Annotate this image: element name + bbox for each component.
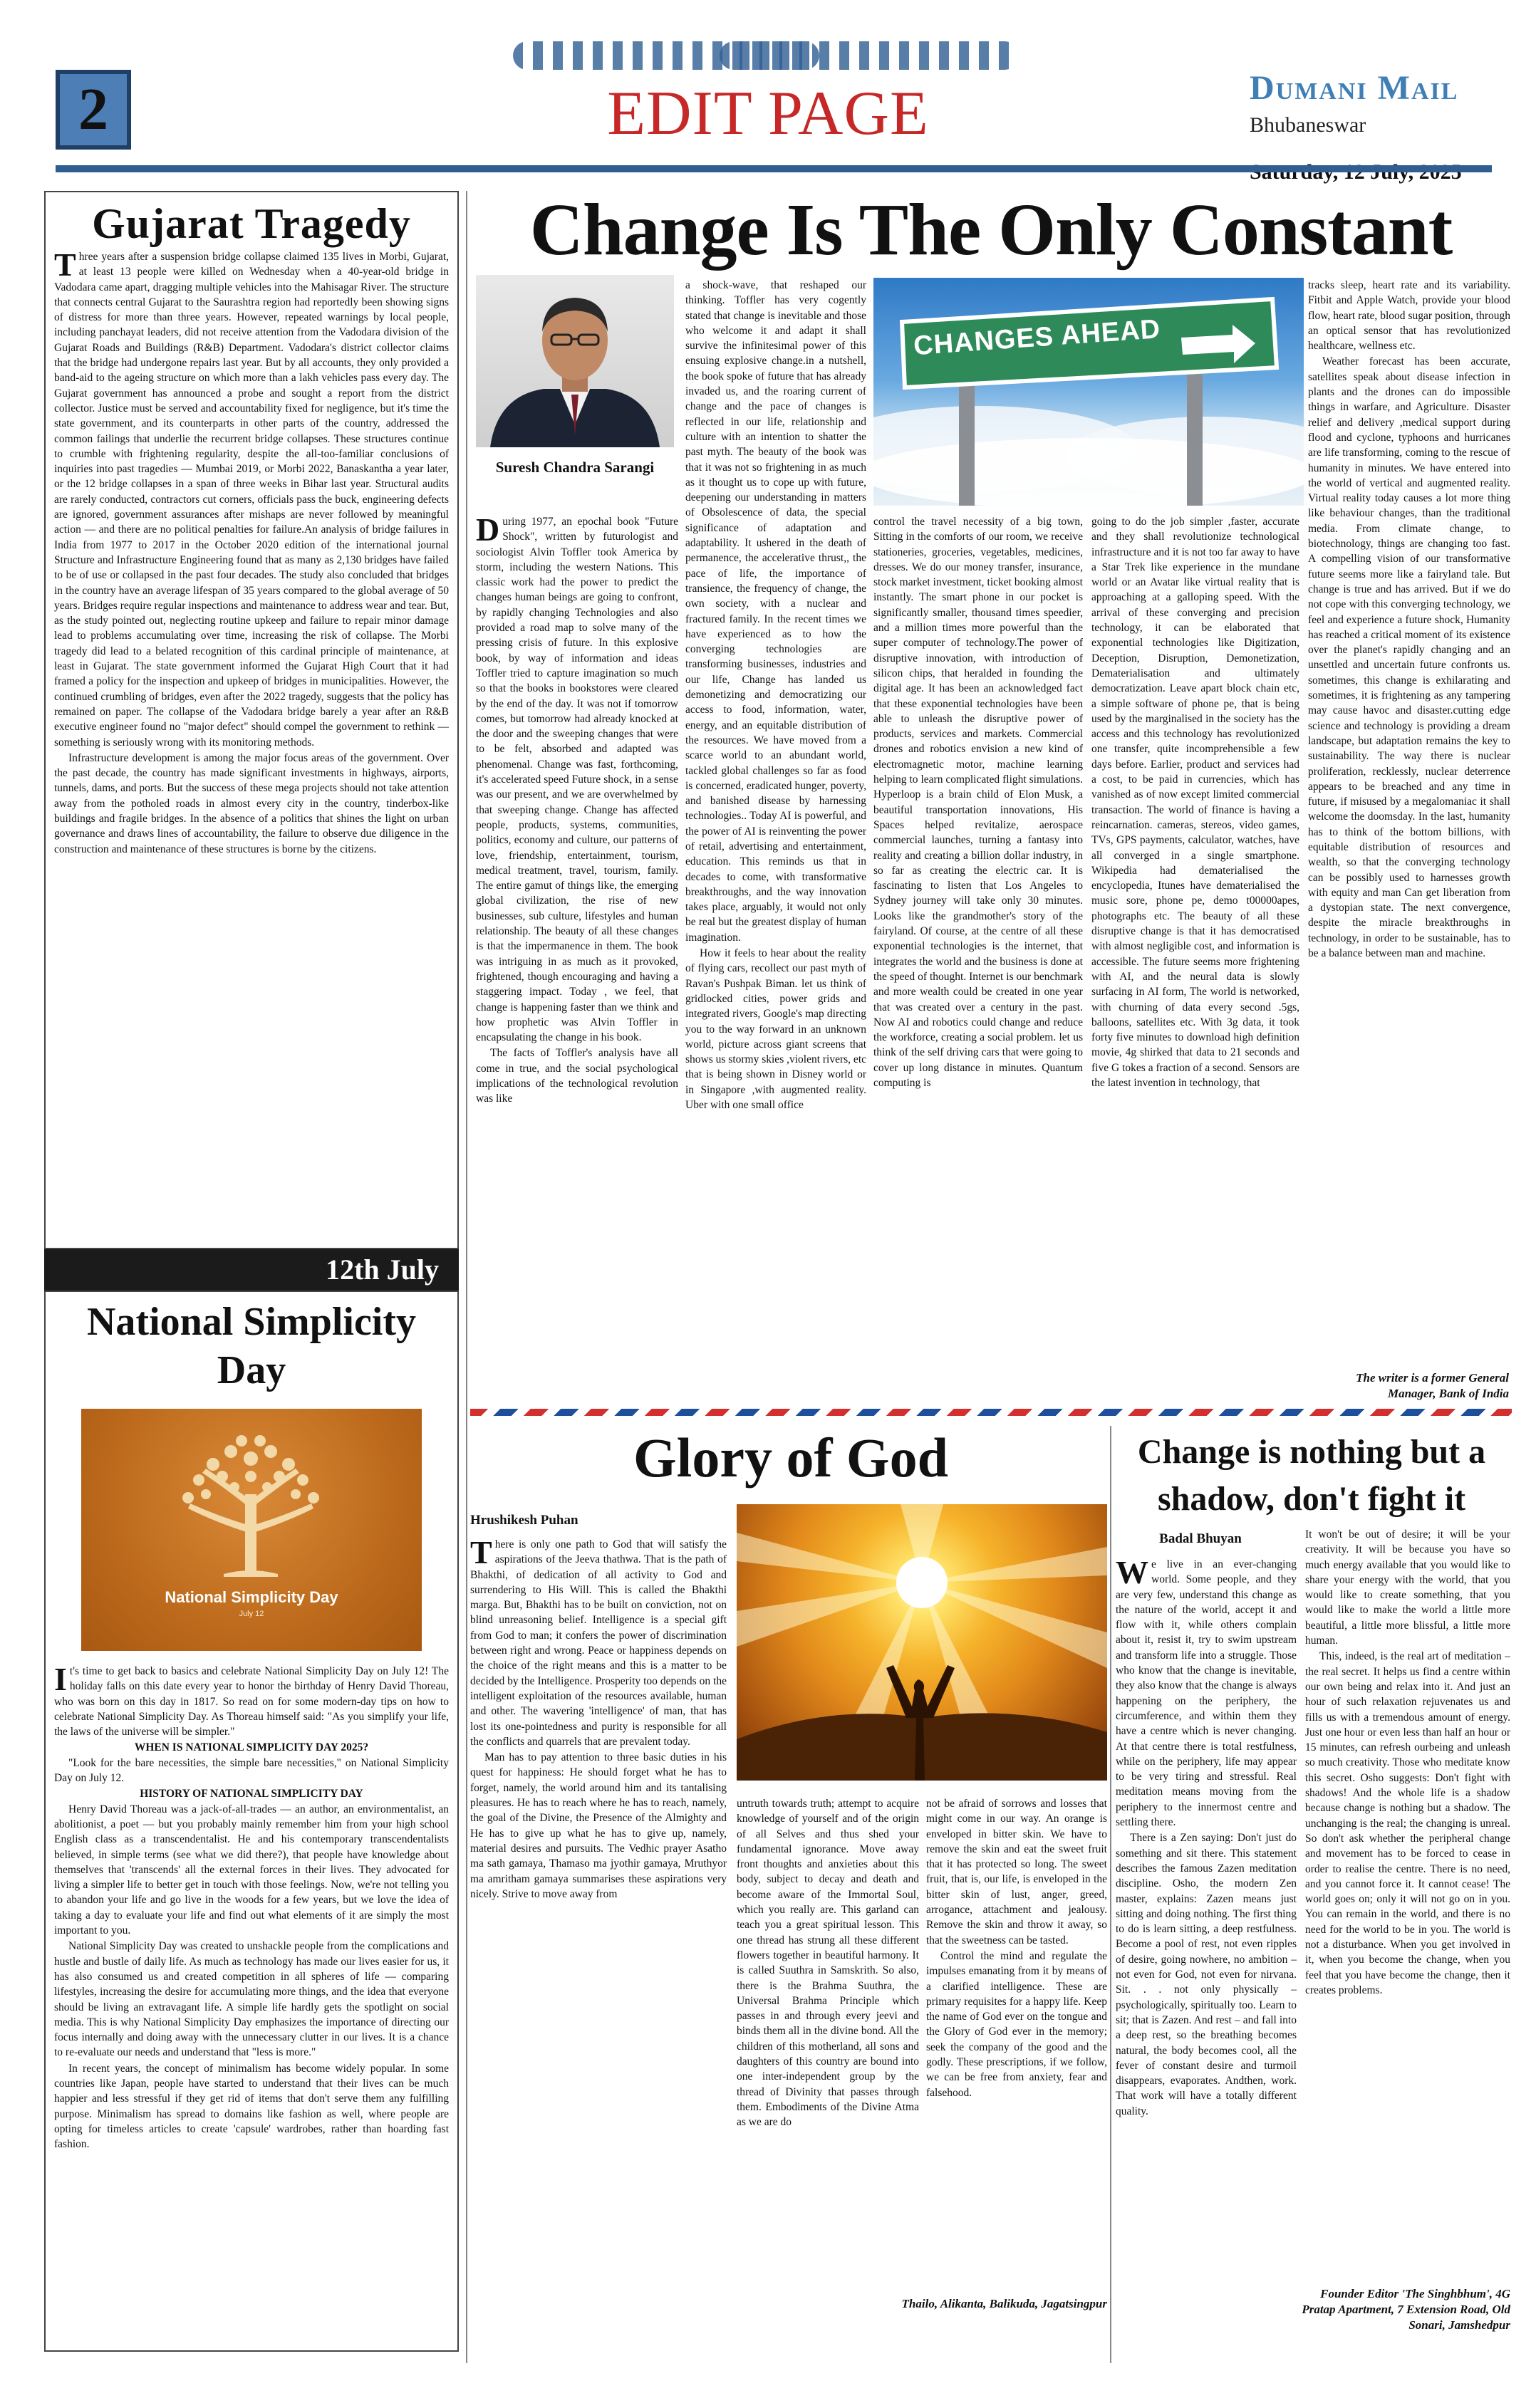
simplicity-body — [54, 1664, 449, 2382]
changes-ahead-image — [873, 278, 1304, 506]
glory-author: Hrushikesh Puhan — [470, 1513, 578, 1528]
gujarat-paragraph: Infrastructure development is among the major focus areas of the government. Over the past decade, the country has made significant investments in highways, airports, tunnels, dams, and ports. But the success of these mega projects should not take attention away from the potholed roads in almost every city in the country, tinderbox-like buildings and fragile bridges. In the absence of a politics that shines the light on urban governance and draws lines of accountability, the failure to observe due diligence in the construction and maintenance of these structures is borne by the citizens. — [54, 751, 449, 855]
airmail-divider — [470, 1409, 1512, 1416]
dropcap: W — [1116, 1557, 1148, 1590]
simplicity-paragraph: National Simplicity Day was created to unshackle people from the complications and hustle and bustle of daily life. As much as technology has made our lives easier for us, it has also consumed us and created competition in all spheres of life — comparing lifestyles, increasing the desire for accumulating more things, and the idea that everyone should be living an extravagant life. A simple life hardly gets the spotlight on social media. This is why National Simplicity Day emphasizes the importance of directing our focus internally and doing away with the unnecessary clutter in our lives. It is a chance to re-evaluate our needs and understand that "less is more." — [54, 1940, 449, 2059]
paper-name: Dumani Mail — [1250, 69, 1459, 107]
gujarat-paragraph: Three years after a suspension bridge collapse claimed 135 lives in Morbi, Gujarat, at least 13 people were killed on Wednesday when a 40-year-old bridge in Vadodara came apart, dragging multiple vehicles into the Mahisagar River. The structure that connects central Gujarat to the Saurashtra region had reportedly been showing signs of distress for more than three years. However, repeated warnings by local people, including panchayat leaders, did not receive attention from the Vadodara division of the Gujarat Roads and Buildings (R&B) Department. Vadodara's district collector claims that the bridge had undergone repairs last year. But by all accounts, they only provided a band-aid to the ageing structure on which more than a lakh vehicles pass every day. The Gujarat government has announced a probe and sought a report from the district collector. Justice must be served and accountability fixed for negligence, but it's time the state government, and its counterparts in other parts of the country, addressed the common failings that underlie the recurrent bridge collapses. These structures continue to crumble with frightening regularity, despite the all-too-familiar conclusions of inquiries into past tragedies — Mumbai 2019, or Morbi 2022, Banaskantha a year later, or the 12 bridge collapses in a span of three weeks in Bihar last year. Structural audits are rarely conducted, contractors cut corners, officials pass the buck, engineering defects are ignored, government assurances after mishaps are never followed by meaningful action — and there are no political penalties for failure.An analysis of bridge failures in India from 1977 to 2017 in the October 2020 edition of the international journal Structure and Infrastructure Engineering found that as many as 2,130 bridges have failed to be of use or collapsed in the past four decades. The study also concluded that bridges in the country have an average lifespan of 35 years compared to the global average of 50 years. Bridges require regular inspections and maintenance to address wear and tear. But, as the study pointed out, neglecting routine upkeep and failure to repair minor damage lead to problems accumulating over time, increasing the risk of collapse. The Morbi tragedy did lead to a belated recognition of this cardinal principle of maintenance, at least in Gujarat. The state government informed the Gujarat High Court that it had framed a policy for the inspection and upkeep of bridges in municipalities. However, the continued crumbling of bridges, even after the 2022 tragedy, suggests that the policy has remained on paper. The collapse of the Vadodara bridge barely a year after an R&B executive engineer found no "major defect" should compel the government to rethink — something is seriously wrong with its monitoring methods. — [54, 249, 449, 749]
gujarat-title: Gujarat Tragedy — [92, 200, 411, 247]
feature-paragraph: control the travel necessity of a big town, Sitting in the comforts of our room, we receive stationeries, groceries, vegetables, medicines, dresses. We do our money transfer, insurance, stock market investment, ticket booking almost instantly. The smart phone in our pocket is significantly smaller, thousand times speedier, and a million times more powerful than the super computer of technology.The power of disruptive innovation, with introduction of silicon chips, that heralded in founding the digital age. It has been an acknowledged fact that these exponential technologies have been able to unleash the disruptive power of products, services and markets. Commercial drones and robotics envision a new kind of electromagnetic motor, machine learning helping to learn complicated flight simulations. Hyperloop is a brain child of Elon Musk, a beautiful transportation innovations, His Spaces helped revitalize, aerospace commercial launches, turning a fantasy into reality and creating a billion dollar industry, in so far as creating the electric car. It is fascinating to listen that Los Angeles to Sydney journey will take only 30 minutes. Looks like the grandmother's story of the fairyland. Of course, at the centre of all these exponential technologies is the internet, that integrates the world and the business is done at the speed of thought. Internet is our benchmark and more wealth could be created in one year that was created over a century in the past. Now AI and robotics could change and reduce the workforce, creating a social problem. let us think of the self driving cars that were going to cover up long distance in minutes. Quantum computing is — [873, 516, 1083, 1089]
city: Bhubaneswar — [1250, 113, 1366, 137]
shadow-headline: Change is nothing but a shadow, don't fight it — [1137, 1433, 1486, 1518]
shadow-column-2 — [1305, 1527, 1510, 2282]
feature-paragraph: During 1977, an epochal book "Future Shock", written by futurologist and sociologist Alvin Toffler took America by storm, including the western Nations. This classic work had the power to predict the changes human beings are going to confront, by rapidly changing Technologies and also provided a road map to solve many of the pressing crisis of future. In this explosive book, by way of information and ideas Toffler tried to capture imagination so much so that the books in bookstores were cleared by the end of the day. It was not if tomorrow comes, but tomorrow had already knocked at the door and the sweeping changes that were to be felt, absorbed and adapted was phenomenal. Change was fast, forthcoming, it's accelerated speed Future shock, in a sense was our present, and we are overwhelmed by that sweeping change. Change has affected people, products, systems, communities, politics, economy and culture, our patterns of love, friendship, entertainment, tourism, medical treatment, travel, tourism, family. The entire gamut of things like, the emerging global civilization, the rise of new businesses, sub culture, lifestyles and human relationship. The beauty of all these changes is that the impermanence in them. The book was intriguing in as much as it provoked, frightened, though encouraging and having a staggering impact. Today , we feel, that change is happening faster than we think and how prophetic was Alvin Toffler in encapsulating the change in his book. — [476, 514, 678, 1044]
feature-paragraph: going to do the job simpler ,faster, accurate and they shall revolutionize technological infrastructure and it is not too far away to have a Star Trek like experience in the mundane world or an Avatar like virtual reality that is approaching at a galloping speed. With the arrival of these converging and precision technology, it can be elaborated that exponential technologies like Digitization, Deception, Disruption, Demonetization, Dematerialisation and ultimately democratization. Leave apart block chain etc, a simple software of phone pe, that is being used by the marginalised in the society has the access and this technology has revolutionized one transfer, quite incomprehensible a few days before. Earlier, product and services had a cost, to be paid in currencies, which has vanished as of now except limited commercial transaction. The world of finance is having a reincarnation. cameras, stereos, video games, TVs, GPS payments, calculator, watches, have all converged in a single smartphone. Wikipedia had dematerialised the encyclopedia, Itunes have dematerialised the music sore, phone pe, demo t00000apes, photographs etc. The beauty of all these disruptive change is that it has democratised with almost negligible cost, and information is accessible. The future seems more frightening with AI, and the neural data is slowly surfacing in AI form, The world is networked, with churning of data every second .5gs, balloons, satellites etc. With 3g data, it took forty five minutes to download high definition movie, 4g shirked that data to 21 seconds and five G tokes a fraction of a second. Sensors are the latest invention in technology, that — [1091, 516, 1299, 1089]
author-portrait-icon — [476, 275, 674, 447]
hero-sign-text: CHANGES AHEAD — [912, 314, 1162, 362]
glory-column-1 — [470, 1537, 727, 2363]
feature-paragraph: tracks sleep, heart rate and its variability. Fitbit and Apple Watch, provide your blood flow, heart rate, blood sugar position, through an optical sensor that has revolutionized healthcare, wellness etc. — [1308, 279, 1510, 353]
glory-byline: Thailo, Alikanta, Balikuda, Jagatsingpur — [901, 2297, 1107, 2310]
sunlight-image — [737, 1504, 1107, 1781]
gujarat-editorial — [44, 191, 459, 1249]
page-number-box: 2 — [56, 70, 131, 150]
road-sign-icon — [873, 278, 1304, 506]
image-sublabel: July 12 — [239, 1610, 264, 1618]
dropcap: I — [54, 1664, 67, 1697]
shadow-column-1 — [1116, 1557, 1297, 2362]
gujarat-body — [54, 249, 449, 1232]
glory-paragraph: Man has to pay attention to three basic duties in his quest for happiness: He should forget what he has to forget, namely, the world around him and its tantalising pleasures. He has to reach where he has to reach, namely, the goal of the Divine, the Presence of the Almighty and He has to give up what he has to give up, namely, material desires and pursuits. The Vedhic prayer Asatho ma sath gamaya, Thamaso ma jyothir gamaya, Mruthyor ma amritham gamaya summarises these aspirations very nicely. Strive to move away from — [470, 1751, 727, 1900]
dropcap: T — [54, 249, 76, 283]
shadow-paragraph: It won't be out of desire; it will be your creativity. It will be because you have so much energy available that you would like to share your energy with the world, that you would like to create something, that you would like to make the world a little more beautiful, a little more blissful, a little more human. — [1305, 1528, 1510, 1647]
feature-paragraph: Weather forecast has been accurate, satellites speak about disease infection in plants and the drones can do impossible things in warfare, and Agriculture. Disaster relief and delivery ,medical support during flood and cyclone, typhoons and hurricanes are life transforming, coming to the rescue of humanity in minutes. We have entered into the world of vertical and augmented reality. Virtual reality today causes a lot more thing like behaviour changes, than the traditional media. From climate change, to biotechnology, things are changing too fast. A compelling vision of our transformative future seems more like a fairyland tale. But change is true and has arrived. But if we do not cope with this converging technology, we feel and experience a future shock, Humanity has reached a critical moment of its existence over the planet's rapidly changing and an unsettled and uncertain future confronts us. sometimes, this change is exhilarating and sometimes, it is frightening as any tampering may cause havoc and disaster.cutting edge science and technology is providing a dream landscape, but adaptation remains the key to sustainability. The way there is nuclear proliferation, recklessly, nuclear deterrence appears to be breached and any time in future, if misused by a megalomaniac it shall welcome the doomsday. In the last, humanity has to think of the bottom billions, with equitable distribution of resources and wealth, so that the converging technology can be possibly used to harnesses growth with equity and man Can get liberation from a dystopian state. The next convergence, despite the miracle breakthroughs in technology, in order to be sustainable, has to be a balance between man and machine. — [1308, 355, 1510, 960]
feature-paragraph: a shock-wave, that reshaped our thinking. Toffler has very cogently stated that change is inevitable and those who welcome it and adapt it shall survive the infinitesimal power of this ensuing explosive change.in a nutshell, the book spoke of future that has already invaded us, and the roaring current of change and the pace of changes is reflected in our life, relationship and culture with an intention to shatter the past myth. The beauty of the book was that it was not so frightening in as much as it thought us to cope up with future, deepening our understanding in matters of Obsolescence of data, the special significance of adaptation and adaptability. It ushered in the death of permanence, the accelerative thrust,, the pace of life, the importance of transience, the frequency of change, the own society, with a nuclear and fractured family. In the recent times we have experienced as to how the converging technologies are transforming businesses, industries and our life, Change has landed us demonetizing and democratizing our access to food, information, water, energy, and an equitable distribution of the resources. We have moved from a scarce world to an abundant world, tackled global challenges so far as food is concerned, eradicated hunger, poverty, and banished disease by harnessing technologies.. Today AI is powerful, and the power of AI is reinventing the power of retail, advertising and entertainment, education. This reminds us that in decades to come, with transformative breakthroughs, and the way innovation takes place, arguably, it would not only be real but the greatest display of human imagination. — [685, 279, 866, 944]
glory-headline: Glory of God — [633, 1427, 948, 1489]
glory-column-3 — [926, 1796, 1107, 2288]
feature-headline: Change Is The Only Constant — [529, 189, 1453, 271]
feature-paragraph: The facts of Toffler's analysis have all come in true, and the social psychological implications of the technological revolution was like — [476, 1047, 678, 1105]
feature-paragraph: How it feels to hear about the reality of flying cars, recollect our past myth of Ravan's Pushpak Biman. let us think of gridlocked cities, power grids and integrated rivers, Google's map directing you to the way forward in an unknown world, picture across giant screens that shows us stormy skies ,violent rivers, etc that is being shown in Disney world or in Singapore ,with augmented reality. Uber with one small office — [685, 947, 866, 1112]
issue-date — [1250, 158, 1506, 187]
image-label: National Simplicity Day — [165, 1588, 338, 1606]
shadow-paragraph: We live in an ever-changing world. Some people, and they are very few, understand this change as the nature of the world, accept it and flow with it, while others complain about it, resist it, try to swim upstream and transform life into a struggle. Those who know that the change is inevitable, they also know that the change is always happening on the periphery, the circumference, and within them they have a centre which is never changing. At that centre there is total restfulness, while on the periphery, life may appear to be very tiring and stressful. Real meditation means moving from the periphery to the innermost centre and settling there. — [1116, 1557, 1297, 1829]
date-band: 12th July — [44, 1249, 459, 1291]
vertical-rule — [466, 191, 467, 2363]
subheading: HISTORY OF NATIONAL SIMPLICITY DAY — [140, 1788, 363, 1800]
simplicity-tree-image — [81, 1409, 422, 1651]
glory-paragraph: untruth towards truth; attempt to acquire knowledge of yourself and of the origin of all Selves and thus shed your fundamental ignorance. Move away front thoughts and anxieties about this body, subject to decay and death and become aware of the Immortal Soul, which you really are. This garland can teach you a great spiritual lesson. This one thread has strung all these different flowers together in beautiful harmony. It is called Suuthra in Samskrith. So also, there is the Brahma Suuthra, the Universal Brahma Principle which passes in and through every jeevi and binds them all in the divine bond. All the children of this motherland, all sons and daughters of this country are bound into one inter-independent group by the thread of Divinity that passes through them. Embodiments of the Divine Atma as we are do — [737, 1798, 919, 2129]
section-title: EDIT PAGE — [607, 79, 929, 148]
simplicity-article — [44, 1291, 459, 2352]
author-photo — [476, 275, 674, 447]
simplicity-paragraph: It's time to get back to basics and celebrate National Simplicity Day on July 12! The holiday falls on this date every year to honor the birthday of Henry David Thoreau, who was born on this day in 1817. So read on for some modern-day tips on how to celebrate National Simplicity Day. As Thoreau himself said: "As you simplify your life, the laws of the universe will be simpler." — [54, 1664, 449, 1739]
feature-byline: The writer is a former General Manager, Bank of India — [1356, 1371, 1509, 1400]
simplicity-paragraph: Henry David Thoreau was a jack-of-all-trades — an author, an environmentalist, an abolitionist, a poet — but you probably mainly remember him from your high school English class as a transcendentalist. He and his contemporary transcendentalists believed, in simple terms (see what we did there?), that people have knowledge about themselves that 'transcends' all the external forces in their lives. They advocated for living a simpler life to better get in touch with those feelings. Now, we're not telling you to abandon your life and go live in the woods for a few years, but we love the idea of taking a day to evaluate your life and find out what elements of it are simply the most important to you. — [54, 1803, 449, 1937]
glory-paragraph: There is only one path to God that will satisfy the aspirations of the Jeeva thathwa. That is the path of Bhakthi, of dedication of all activity to God and surrendering to His Will. This is called the Bhakthi marga. But, Bhakthi has to be built on conviction, not on blind unreasoning belief. Intelligence is a special gift from God to man; it confers the power of discrimination between right and wrong. Peace or happiness depends on the choice of the right means and this is a matter to be decided by the Intelligence. Prosperity too depends on the intelligent exploitation of the resources available, human and other. The wavering 'intelligence' of man, that has lost its one-pointedness and purity is responsible for all the conflicts and quarrels that are prevalent today. — [470, 1537, 727, 1748]
vertical-rule — [1110, 1426, 1111, 2363]
shadow-paragraph: This, indeed, is the real art of meditation – the real secret. It helps us find a centre within our own being and relax into it. And just an hour of such relaxation rejuvenates us and fills us with a tremendous amount of energy. Just one hour or even less than half an hour or 15 minutes, can refresh ourbeing and unleash so much creativity. Those who meditate know this secret. Osho suggests: Don't fight with shadows! And the whole life is a shadow because change is nothing but a shadow. The unchanging is the real; the changing is unreal. So don't ask whether the peripheral change and movement has to be forced to cease in order to realise the centre. There is no need, and you cannot force it. It cannot cease! The world goes on; only it will not go on in you. You can remain in the world, and there is no need for the world to be in you. The world is not a disturbance. When you get involved in it, when you become the change, when you feel that you have become the change, then it creates problems. — [1305, 1650, 1510, 1996]
subheading: WHEN IS NATIONAL SIMPLICITY DAY 2025? — [134, 1741, 369, 1754]
feature-column-3 — [873, 514, 1083, 1355]
simplicity-title: National Simplicity Day — [86, 1300, 417, 1392]
glory-paragraph: Control the mind and regulate the impulses emanating from it by means of a clarified intelligence. These are primary requisites for a happy life. Keep the name of God ever on the tongue and the Glory of God ever in the memory; seek the company of the good and the godly. These prescriptions, if we follow, we can be free from anxiety, fear and falsehood. — [926, 1949, 1107, 2099]
author-name: Suresh Chandra Sarangi — [495, 459, 655, 476]
dropcap: D — [476, 514, 500, 548]
shadow-author: Badal Bhuyan — [1159, 1531, 1242, 1546]
glory-paragraph: not be afraid of sorrows and losses that might come in our way. An orange is enveloped in bitter skin. We have to remove the skin and eat the sweet fruit that it has protected so long. The sweet fruit, that is, our life, is enveloped in the bitter skin of lust, anger, greed, arrogance, attachment and jealousy. Remove the skin and throw it away, so that the sweetness can be tasted. — [926, 1798, 1107, 1946]
feature-column-2 — [685, 278, 866, 1355]
glory-column-2 — [737, 1796, 919, 2363]
simplicity-paragraph: In recent years, the concept of minimalism has become widely popular. In some countries like Japan, people have started to understand that their lives can be much happier and less stressful if they get rid of items that don't serve them any fulfilling purpose. Minimalism has spread to domains like fashion as well, where people are opting for timeless articles to create 'capsule' wardrobes, rather than hoarding fast fashion. — [54, 2062, 449, 2151]
feature-column-1 — [476, 514, 678, 1355]
dropcap: T — [470, 1537, 492, 1570]
feature-column-4 — [1091, 514, 1299, 1355]
shadow-paragraph: There is a Zen saying: Don't just do something and sit there. This statement describes the famous Zazen meditation discipline. Osho, the modern Zen master, explains: Zazen means just sitting and doing nothing. The first thing to do is learn sitting, a deep restfulness. Become a pool of rest, not even ripples of desire, going nowhere, no ambition – not even for God, not even for nirvana. Sit. . . not only physically – psychologically, spiritually too. Learn to sit; that is Zazen. And rest – and fall into a deep rest, so the breathing becomes natural, the body becomes cool, all the fever of constant desire and turmoil disappears, evaporates. Andthen, work. That work will have a totally different quality. — [1116, 1832, 1297, 2117]
simplicity-paragraph: "Look for the bare necessities, the simple bare necessities," on National Simplicity Day on July 12. — [54, 1756, 449, 1785]
sunburst-figure-icon — [737, 1504, 1107, 1781]
header-rule — [56, 165, 1492, 172]
shadow-byline: Founder Editor 'The Singhbhum', 4G Pratap Apartment, 7 Extension Road, Old Sonari, Jamshedpur — [1302, 2287, 1510, 2332]
header-ornament-right — [720, 41, 1019, 70]
feature-column-5 — [1308, 278, 1510, 1365]
